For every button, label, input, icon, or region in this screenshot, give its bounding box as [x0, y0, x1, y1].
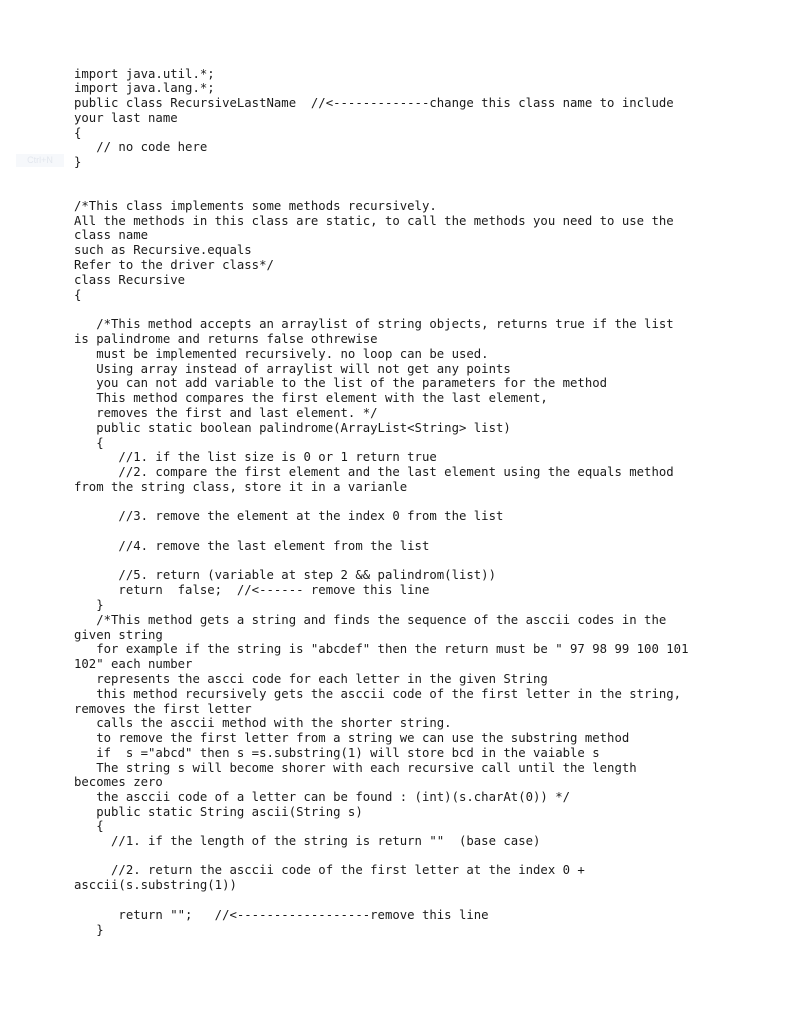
- code-line: public static boolean palindrome(ArrayList<String> list): [74, 421, 511, 435]
- code-line: public class RecursiveLastName //<-------------change this class name to include: [74, 96, 674, 110]
- code-line: //5. return (variable at step 2 && palindrom(list)): [74, 568, 496, 582]
- code-line: the asccii code of a letter can be found : (int)(s.charAt(0)) */: [74, 790, 571, 804]
- code-line: asccii(s.substring(1)): [74, 878, 237, 892]
- code-line: public static String ascii(String s): [74, 805, 363, 819]
- code-line: //1. if the length of the string is return "" (base case): [74, 834, 541, 848]
- code-line: removes the first letter: [74, 702, 252, 716]
- code-line: your last name: [74, 111, 178, 125]
- code-line: calls the asccii method with the shorter string.: [74, 716, 452, 730]
- code-line: //2. return the asccii code of the first letter at the index 0 +: [74, 863, 585, 877]
- code-line: //1. if the list size is 0 or 1 return true: [74, 450, 437, 464]
- code-line: The string s will become shorer with each recursive call until the length: [74, 761, 637, 775]
- code-line: for example if the string is "abcdef" then the return must be " 97 98 99 100 101: [74, 642, 689, 656]
- code-line: {: [74, 126, 82, 140]
- code-line: }: [74, 923, 104, 937]
- margin-shortcut-label: Ctrl+N: [16, 154, 64, 167]
- code-line: is palindrome and returns false othrewise: [74, 332, 378, 346]
- code-line: // no code here: [74, 140, 208, 154]
- code-line: from the string class, store it in a varianle: [74, 480, 408, 494]
- code-line: /*This class implements some methods recursively.: [74, 199, 437, 213]
- code-line: {: [74, 436, 104, 450]
- code-line: This method compares the first element with the last element,: [74, 391, 548, 405]
- code-line: return false; //<------ remove this line: [74, 583, 430, 597]
- code-line: }: [74, 598, 104, 612]
- code-line: import java.util.*;: [74, 67, 215, 81]
- code-line: must be implemented recursively. no loop can be used.: [74, 347, 489, 361]
- code-line: 102" each number: [74, 657, 193, 671]
- code-line: All the methods in this class are static, to call the methods you need to use the: [74, 214, 674, 228]
- code-line: such as Recursive.equals: [74, 243, 252, 257]
- code-line: /*This method accepts an arraylist of string objects, returns true if the list: [74, 317, 674, 331]
- code-line: //4. remove the last element from the list: [74, 539, 430, 553]
- code-line: {: [74, 819, 104, 833]
- code-line: removes the first and last element. */: [74, 406, 378, 420]
- code-line: {: [74, 288, 82, 302]
- code-line: Refer to the driver class*/: [74, 258, 274, 272]
- code-line: class Recursive: [74, 273, 186, 287]
- code-line: class name: [74, 228, 149, 242]
- code-line: represents the ascci code for each letter in the given String: [74, 672, 548, 686]
- code-line: this method recursively gets the asccii code of the first letter in the string,: [74, 687, 682, 701]
- code-line: //2. compare the first element and the last element using the equals method: [74, 465, 674, 479]
- code-line: given string: [74, 628, 163, 642]
- code-line: //3. remove the element at the index 0 from the list: [74, 509, 504, 523]
- code-line: import java.lang.*;: [74, 81, 215, 95]
- code-line: becomes zero: [74, 775, 163, 789]
- code-line: /*This method gets a string and finds the sequence of the asccii codes in the: [74, 613, 667, 627]
- code-line: if s ="abcd" then s =s.substring(1) will store bcd in the vaiable s: [74, 746, 600, 760]
- code-line: return ""; //<------------------remove this line: [74, 908, 489, 922]
- code-line: you can not add variable to the list of the parameters for the method: [74, 376, 608, 390]
- code-line: Using array instead of arraylist will not get any points: [74, 362, 511, 376]
- code-line: to remove the first letter from a string we can use the substring method: [74, 731, 630, 745]
- code-line: }: [74, 155, 82, 169]
